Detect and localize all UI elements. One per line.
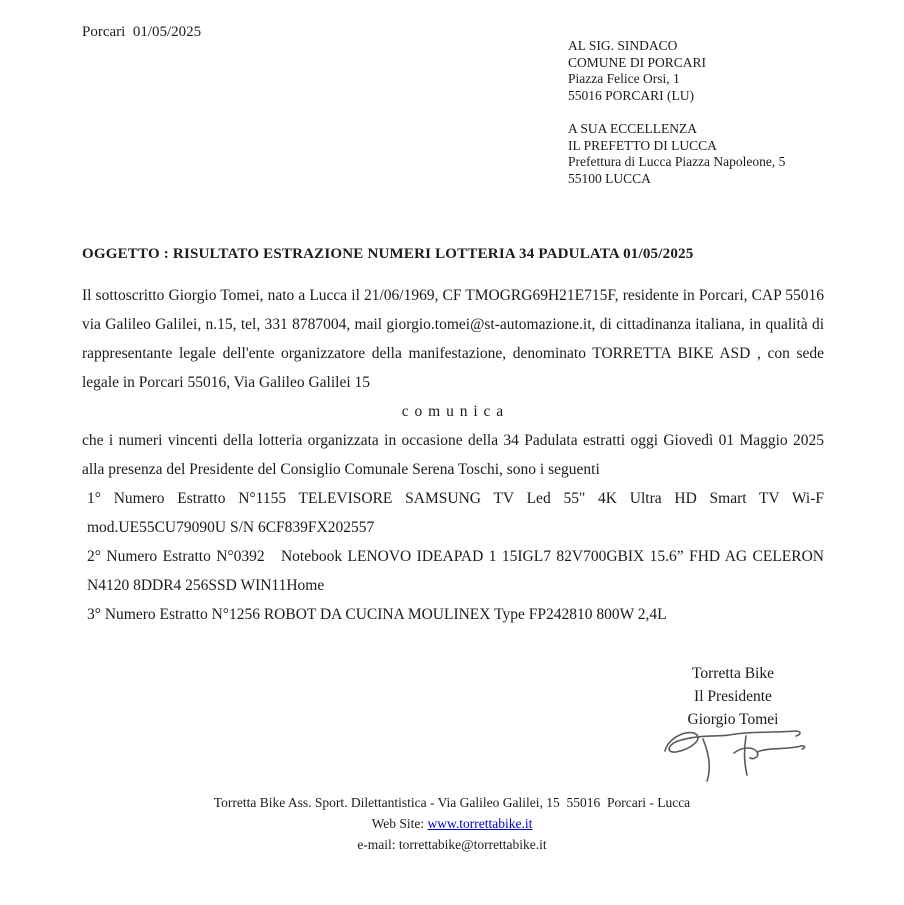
recipient-line: A SUA ECCELLENZA [568,121,698,136]
recipient-blocks [568,38,785,204]
website-label: Web Site: [371,816,428,831]
footer-email-line [0,834,904,855]
date-line: Porcari 01/05/2025 [82,24,202,40]
signature-block [638,662,828,731]
results-intro-paragraph: che i numeri vincenti della lotteria organizzata in occasione della 34 Padulata estratti oggi Giovedì 01 Maggio 2025 alla presenza del Presidente del Consiglio Comunale Serena Toschi, sono i seguenti [82,432,824,478]
email-label: e-mail: [357,837,399,852]
recipient-mayor [568,38,785,104]
recipient-line: Prefettura di Lucca Piazza Napoleone, 5 [568,154,786,169]
result-line-1: 1° Numero Estratto N°1155 TELEVISORE SAMSUNG TV Led 55" 4K Ultra HD Smart TV Wi-F mod.UE55CU79090U S/N 6CF839FX202557 [87,490,828,536]
handwritten-signature [655,722,810,784]
result-line-3: 3° Numero Estratto N°1256 ROBOT DA CUCINA MOULINEX Type FP242810 800W 2,4L [87,606,667,623]
subject-line: OGGETTO : RISULTATO ESTRAZIONE NUMERI LOTTERIA 34 PADULATA 01/05/2025 [82,246,694,262]
recipient-line: COMUNE DI PORCARI [568,54,707,70]
result-line-2: 2° Numero Estratto N°0392 Notebook LENOVO IDEAPAD 1 15IGL7 82V700GBIX 15.6” FHD AG CELERON N4120 8DDR4 256SSD WIN11Home [87,548,828,594]
signature-name: Giorgio Tomei [687,711,779,728]
recipient-line: Piazza Felice Orsi, 1 [568,71,680,86]
recipient-line: 55016 PORCARI (LU) [568,87,695,103]
intro-paragraph: Il sottoscritto Giorgio Tomei, nato a Lucca il 21/06/1969, CF TMOGRG69H21E715F, residente in Porcari, CAP 55016 via Galileo Galilei, n.15, tel, 331 8787004, mail giorgio.tomei@st-automazione.it, di cittadinanza italiana, in qualità di rappresentante legale dell'ente organizzatore della manifestazione, denominato TORRETTA BIKE ASD , con sede legale in Porcari 55016, Via Galileo Galilei 15 [82,287,824,391]
letter-body [82,281,828,629]
footer-address: Torretta Bike Ass. Sport. Dilettantistica - Via Galileo Galilei, 15 55016 Porcari - Lucca [213,795,691,810]
website-link[interactable]: www.torrettabike.it [427,816,533,831]
email-address: torrettabike@torrettabike.it [398,837,547,852]
signature-role: Il Presidente [694,688,772,705]
recipient-line: AL SIG. SINDACO [568,38,678,53]
footer-website-line [0,813,904,834]
recipient-prefect [568,121,785,187]
letterhead-footer [0,792,904,855]
recipient-line: 55100 LUCCA [568,170,651,186]
recipient-line: IL PREFETTO DI LUCCA [568,137,717,153]
comunica-line: c o m u n i c a [401,403,505,420]
signature-org: Torretta Bike [692,665,774,682]
